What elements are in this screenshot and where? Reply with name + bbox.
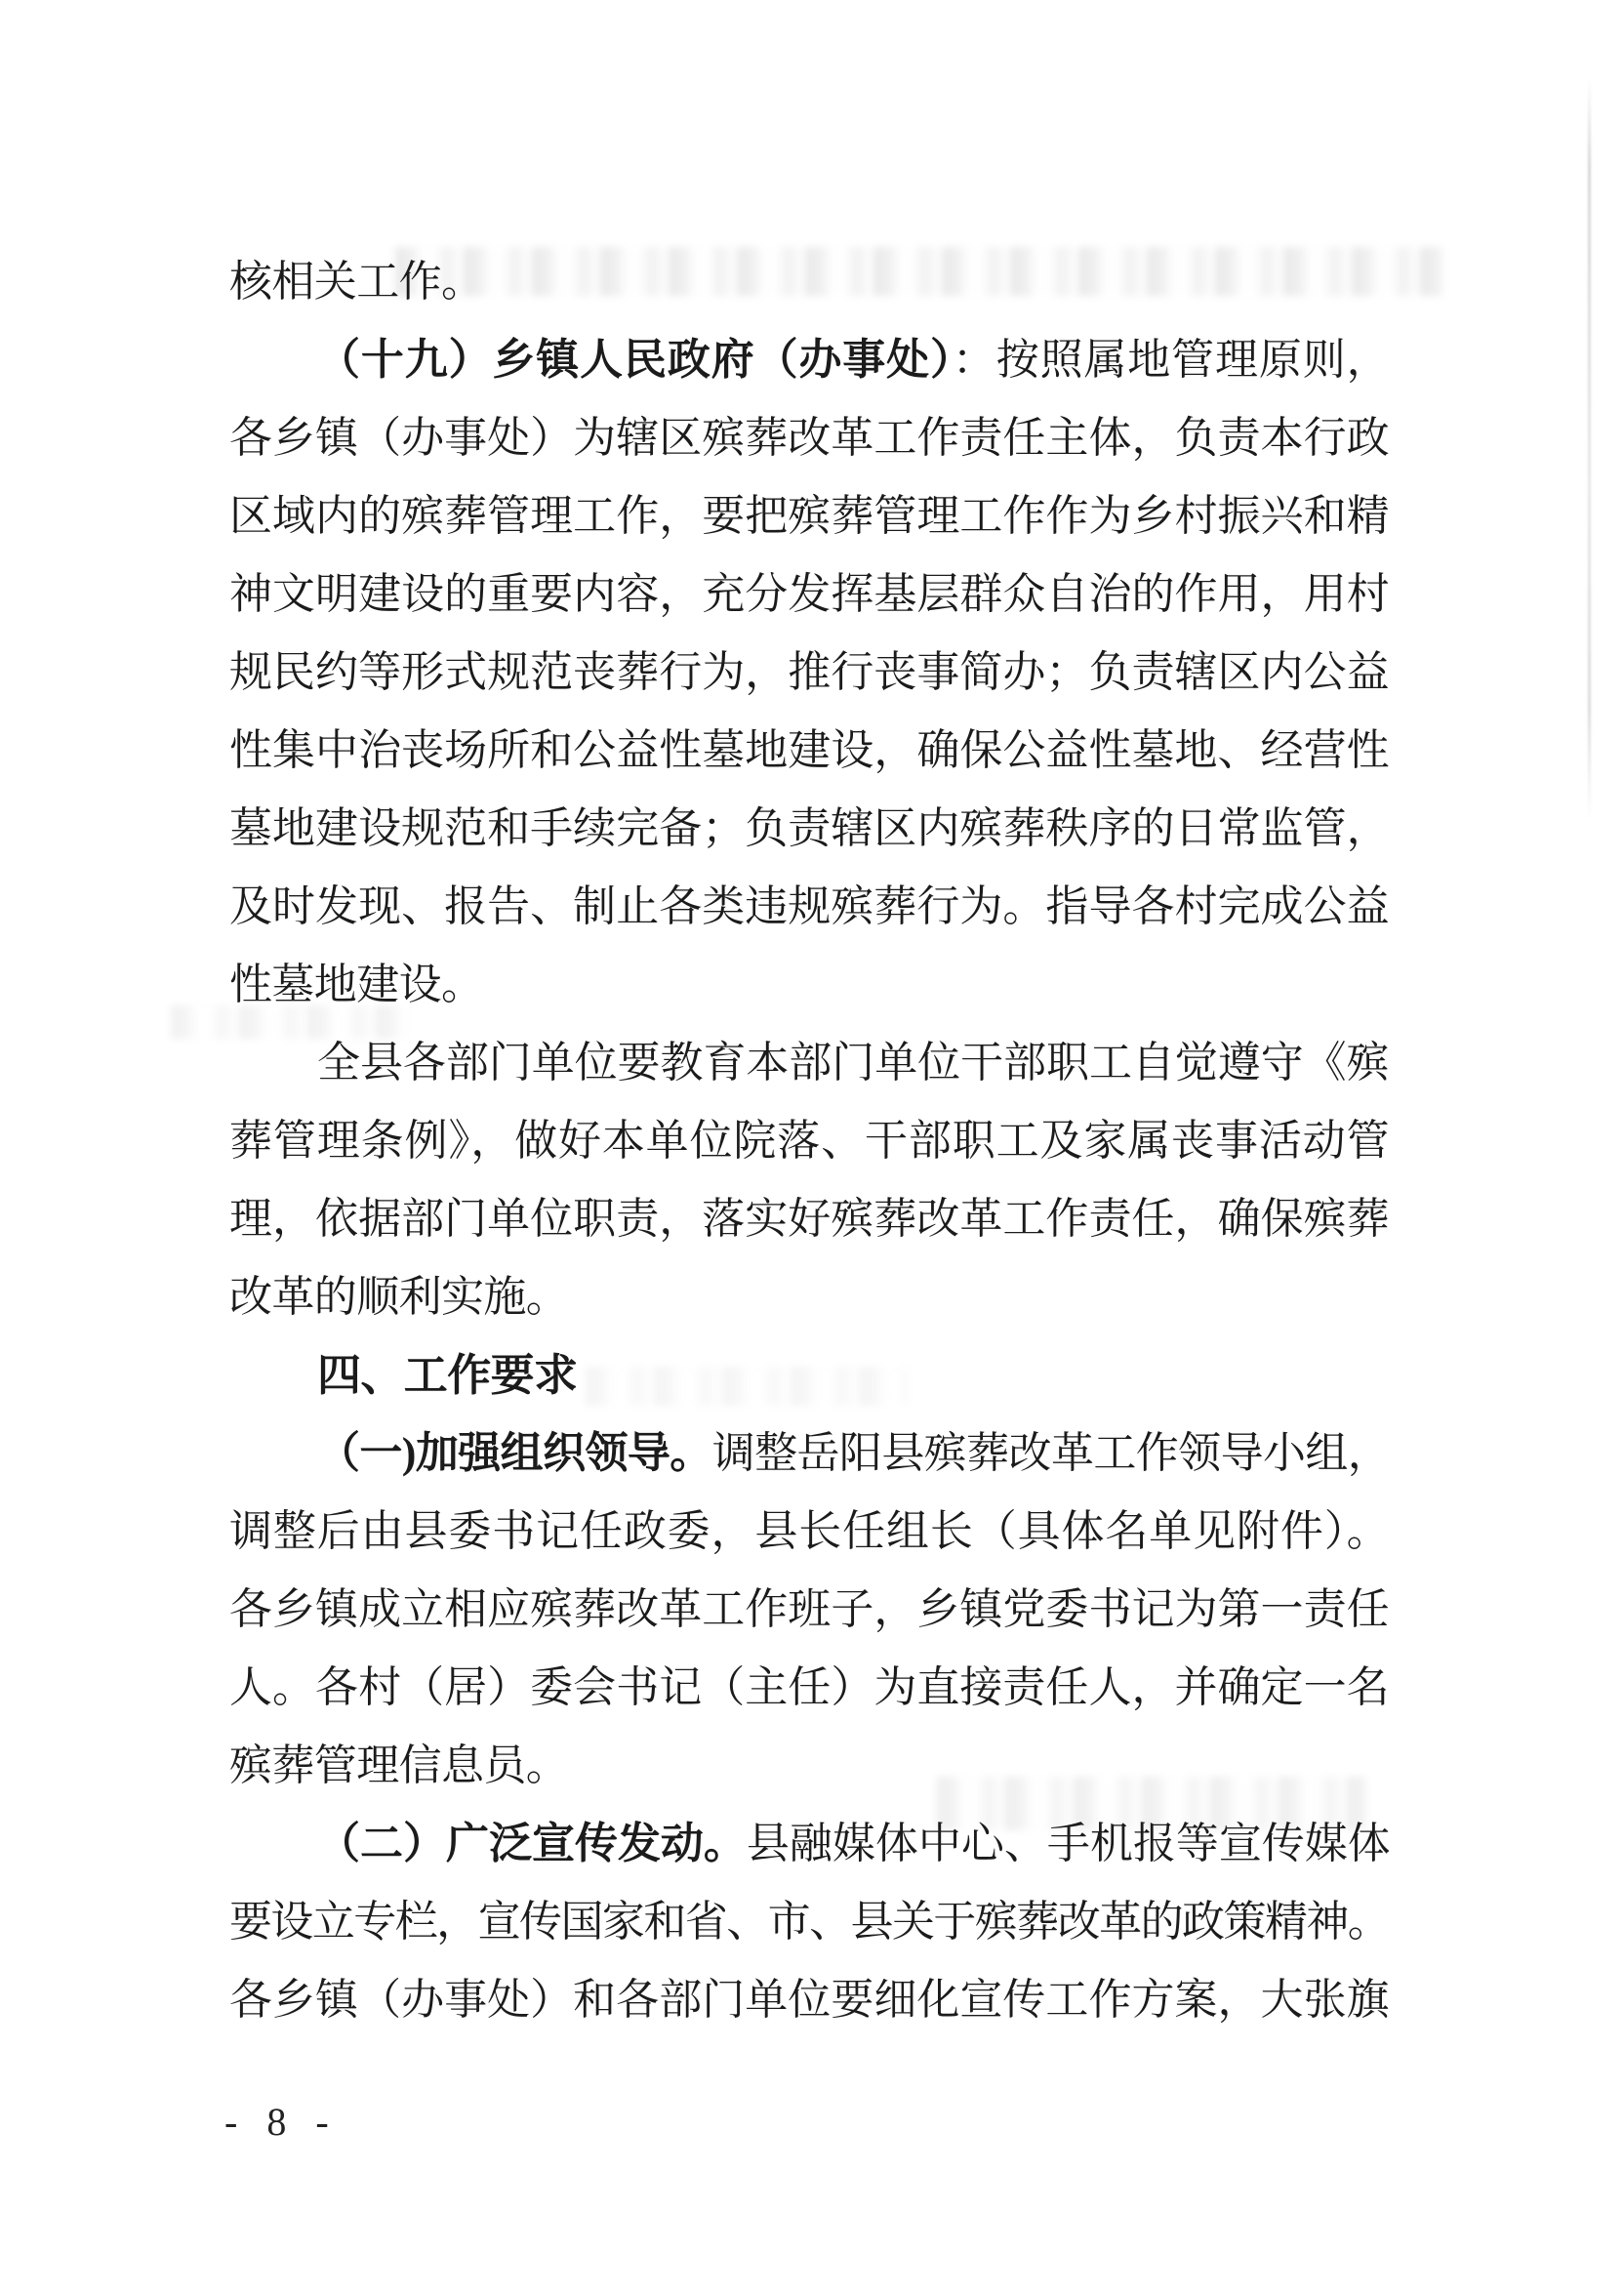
bold-run: （二）广泛宣传发动。 [317,1820,747,1867]
text-line: 改革的顺利实施。 [229,1273,569,1321]
text-line: （二）广泛宣传发动。县融媒体中心、手机报等宣传媒体 [317,1820,1389,1867]
text-line: 神文明建设的重要内容，充分发挥基层群众自治的作用，用村 [229,570,1389,618]
text-line: 性集中治丧场所和公益性墓地建设，确保公益性墓地、经营性 [229,726,1389,774]
text-line: 核相关工作。 [229,258,484,306]
bold-run: （一)加强组织领导。 [317,1429,712,1477]
section-heading: 四、工作要求 [317,1350,578,1400]
text-line: 各乡镇（办事处）和各部门单位要细化宣传工作方案，大张旗 [229,1976,1389,2024]
text-line: 性墓地建设。 [229,961,484,1008]
text-line: 全县各部门单位要教育本部门单位干部职工自觉遵守《殡 [317,1039,1389,1086]
scan-fold-crease [1588,78,1591,820]
text-line: 殡葬管理信息员。 [229,1742,569,1789]
text-line: 调整后由县委书记任政委，县长任组长（具体名单见附件）。 [229,1507,1389,1555]
text-line: （一)加强组织领导。调整岳阳县殡葬改革工作领导小组， [317,1429,1389,1477]
text-line: 理，依据部门单位职责，落实好殡葬改革工作责任，确保殡葬 [229,1195,1389,1243]
text-line: （十九）乡镇人民政府（办事处）：按照属地管理原则， [317,336,1389,384]
text-line: 各乡镇（办事处）为辖区殡葬改革工作责任主体，负责本行政 [229,414,1389,462]
text-line: 区域内的殡葬管理工作，要把殡葬管理工作作为乡村振兴和精 [229,492,1389,540]
text-line: 要设立专栏，宣传国家和省、市、县关于殡葬改革的政策精神。 [229,1898,1389,1946]
page-number: - 8 - [224,2100,339,2144]
text-line: 及时发现、报告、制止各类违规殡葬行为。指导各村完成公益 [229,882,1389,930]
bold-run: （十九）乡镇人民政府（办事处） [317,336,953,384]
text-line: 墓地建设规范和手续完备；负责辖区内殡葬秩序的日常监管， [229,804,1389,852]
text-line: 各乡镇成立相应殡葬改革工作班子，乡镇党委书记为第一责任 [229,1585,1389,1633]
text-line: 规民约等形式规范丧葬行为，推行丧事简办；负责辖区内公益 [229,648,1389,696]
text-line: 葬管理条例》，做好本单位院落、干部职工及家属丧事活动管 [229,1117,1389,1165]
document-body [229,243,1389,2039]
text-line: 人。各村（居）委会书记（主任）为直接责任人，并确定一名 [229,1663,1389,1711]
